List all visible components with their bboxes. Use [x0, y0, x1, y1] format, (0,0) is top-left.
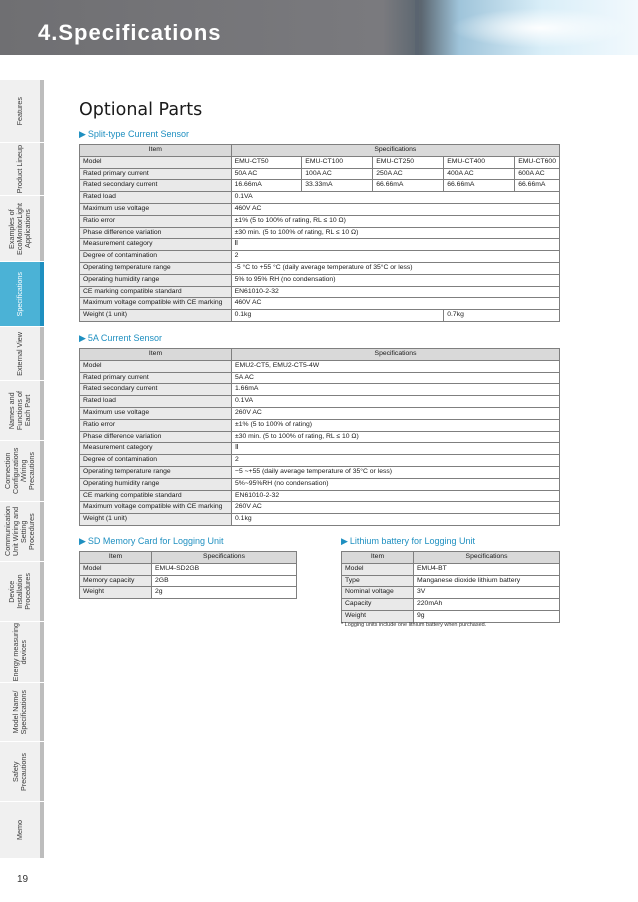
row-label: CE marking compatible standard [80, 490, 232, 502]
cell: Ⅱ [231, 239, 559, 251]
side-tab-communication[interactable] [0, 502, 40, 562]
side-tab-connection[interactable] [0, 441, 40, 502]
cell: ±1% (5 to 100% of rating) [232, 419, 560, 431]
table-row [80, 286, 560, 298]
cell: 3V [414, 587, 560, 599]
cell: 2GB [152, 575, 297, 587]
battery-note: * Logging units include one lithium battery when purchased. [341, 622, 487, 628]
side-tab-label: Specifications [15, 271, 24, 317]
side-tab-label: Product Lineup [15, 144, 24, 194]
row-label: Model [80, 563, 152, 575]
side-tab-edge [40, 143, 44, 195]
row-label: CE marking compatible standard [80, 286, 232, 298]
page-header [0, 0, 638, 55]
col-header-spec: Specifications [152, 552, 297, 564]
sd-card-table [79, 551, 297, 599]
cell: Manganese dioxide lithium battery [414, 575, 560, 587]
cell: 0.1VA [232, 396, 560, 408]
row-label: Rated load [80, 192, 232, 204]
table-row [342, 563, 560, 575]
table-row [80, 490, 560, 502]
cell: 0.1kg [231, 310, 444, 322]
row-label: Measurement category [80, 239, 232, 251]
cell: EMU-CT400 [444, 156, 515, 168]
side-tab-edge [40, 802, 44, 858]
table-row [80, 372, 560, 384]
cell: ±30 min. (5 to 100% of rating, RL ≤ 10 Ω) [231, 227, 559, 239]
side-tab-specifications[interactable] [0, 262, 40, 327]
cell: 66.66mA [373, 180, 444, 192]
col-header-spec: Specifications [232, 349, 560, 361]
row-label: Degree of contamination [80, 251, 232, 263]
col-header-spec: Specifications [414, 552, 560, 564]
header-light-glow [450, 8, 630, 48]
table-row [342, 575, 560, 587]
row-label: Operating humidity range [80, 478, 232, 490]
row-label: Maximum use voltage [80, 407, 232, 419]
table-row [80, 587, 297, 599]
split-sensor-table [79, 144, 560, 322]
table-row [80, 384, 560, 396]
side-tab-model-name[interactable] [0, 683, 40, 742]
cell: 5%~95%RH (no condensation) [232, 478, 560, 490]
row-label: Memory capacity [80, 575, 152, 587]
side-tab-edge [40, 683, 44, 741]
side-tab-edge [40, 262, 44, 326]
side-tab-edge [40, 441, 44, 501]
sd-card-title-text: SD Memory Card for Logging Unit [87, 536, 224, 546]
cell: EMU2-CT5, EMU2-CT5-4W [232, 360, 560, 372]
side-tab-features[interactable] [0, 80, 40, 143]
row-label: Rated primary current [80, 168, 232, 180]
side-tab-examples-of[interactable] [0, 196, 40, 262]
table-row [80, 360, 560, 372]
cell: EMU-CT50 [231, 156, 302, 168]
col-header-item: Item [80, 145, 232, 157]
side-tab-edge [40, 381, 44, 440]
row-label: Weight [342, 610, 414, 622]
side-tab-label: Device Installation Procedures [7, 573, 32, 610]
table-row [80, 396, 560, 408]
cell: EMU-CT600 [515, 156, 560, 168]
side-tab-edge [40, 562, 44, 621]
row-label: Rated primary current [80, 372, 232, 384]
cell: 0.7kg [444, 310, 560, 322]
row-label: Operating humidity range [80, 274, 232, 286]
table-row [80, 251, 560, 263]
cell: EMU-CT100 [302, 156, 373, 168]
row-label: Degree of contamination [80, 455, 232, 467]
triangle-right-icon: ▶ [79, 333, 86, 343]
row-label: Weight (1 unit) [80, 310, 232, 322]
row-label: Maximum use voltage [80, 203, 232, 215]
side-tab-label: Examples of EcoMonitorLight Applications [7, 202, 32, 255]
table-row [80, 502, 560, 514]
table-row [80, 443, 560, 455]
row-label: Rated load [80, 396, 232, 408]
section-heading: Optional Parts [79, 100, 203, 120]
cell: EMU4-BT [414, 563, 560, 575]
side-tab-product-lineup[interactable] [0, 143, 40, 196]
fivea-sensor-table [79, 348, 560, 526]
table-row [342, 599, 560, 611]
cell: 260V AC [232, 502, 560, 514]
table-row [80, 298, 560, 310]
col-header-item: Item [80, 349, 232, 361]
triangle-right-icon: ▶ [341, 536, 348, 546]
cell: 220mAh [414, 599, 560, 611]
side-tab-external-view[interactable] [0, 327, 40, 381]
side-tab-edge [40, 742, 44, 801]
fivea-sensor-title [79, 333, 162, 344]
row-label: Nominal voltage [342, 587, 414, 599]
side-tab-label: Memo [15, 820, 24, 840]
cell: 33.33mA [302, 180, 373, 192]
triangle-right-icon: ▶ [79, 536, 86, 546]
table-row [80, 227, 560, 239]
cell: 5% to 95% RH (no condensation) [231, 274, 559, 286]
cell: 66.66mA [444, 180, 515, 192]
battery-title [341, 536, 475, 547]
cell: 9g [414, 610, 560, 622]
row-label: Model [80, 360, 232, 372]
side-tab-label: Connection Configurations /Wiring Precautions [3, 447, 36, 495]
table-row [80, 419, 560, 431]
table-row [80, 180, 560, 192]
table-row [80, 431, 560, 443]
cell: 460V AC [231, 298, 559, 310]
side-tab-edge [40, 502, 44, 561]
side-tab-edge [40, 327, 44, 380]
row-label: Measurement category [80, 443, 232, 455]
cell: 0.1kg [232, 514, 560, 526]
table-row [80, 466, 560, 478]
cell: ±30 min. (5 to 100% of rating, RL ≤ 10 Ω) [232, 431, 560, 443]
side-tab-label: Communication Unit Wiring and Setting Procedures [3, 506, 36, 557]
row-label: Maximum voltage compatible with CE marking [80, 502, 232, 514]
cell: EN61010-2-32 [232, 490, 560, 502]
table-row [80, 192, 560, 204]
table-row [80, 239, 560, 251]
cell: EN61010-2-32 [231, 286, 559, 298]
col-header-spec: Specifications [231, 145, 559, 157]
side-tab-label: Safety Precautions [11, 752, 28, 791]
row-label: Phase difference variation [80, 431, 232, 443]
cell: 2g [152, 587, 297, 599]
split-sensor-title [79, 129, 189, 140]
side-tab-label: Energy measuring devices [11, 622, 28, 682]
table-row [80, 478, 560, 490]
row-label: Weight (1 unit) [80, 514, 232, 526]
table-row [342, 610, 560, 622]
row-label: Rated secondary current [80, 384, 232, 396]
table-row [80, 274, 560, 286]
row-label: Ratio error [80, 215, 232, 227]
row-label: Capacity [342, 599, 414, 611]
row-label: Weight [80, 587, 152, 599]
row-label: Model [342, 563, 414, 575]
side-tab-edge [40, 622, 44, 682]
side-tab-label: Names and Functions of Each Part [7, 390, 32, 431]
header-divider [415, 0, 419, 55]
side-tab-edge [40, 80, 44, 142]
sd-card-title [79, 536, 223, 547]
table-row [80, 310, 560, 322]
cell: 0.1VA [231, 192, 559, 204]
side-tab-label: External View [15, 331, 24, 376]
table-row [80, 407, 560, 419]
cell: 100A AC [302, 168, 373, 180]
table-row [80, 514, 560, 526]
cell: 400A AC [444, 168, 515, 180]
row-label: Model [80, 156, 232, 168]
row-label: Type [342, 575, 414, 587]
table-row [80, 455, 560, 467]
side-tab-label: Model Name/ Specifications [11, 689, 28, 735]
table-row [342, 587, 560, 599]
split-sensor-title-text: Split-type Current Sensor [87, 129, 189, 139]
battery-title-text: Lithium battery for Logging Unit [349, 536, 475, 546]
cell: 66.66mA [515, 180, 560, 192]
col-header-item: Item [342, 552, 414, 564]
cell: 50A AC [231, 168, 302, 180]
table-row [80, 563, 297, 575]
cell: 5A AC [232, 372, 560, 384]
table-row [80, 168, 560, 180]
cell: EMU-CT250 [373, 156, 444, 168]
battery-table [341, 551, 560, 623]
page-title: 4.Specifications [38, 20, 222, 45]
cell: 1.66mA [232, 384, 560, 396]
cell: ±1% (5 to 100% of rating, RL ≤ 10 Ω) [231, 215, 559, 227]
table-row [80, 156, 560, 168]
row-label: Ratio error [80, 419, 232, 431]
row-label: Operating temperature range [80, 262, 232, 274]
row-label: Operating temperature range [80, 466, 232, 478]
side-tab-safety[interactable] [0, 742, 40, 802]
fivea-sensor-title-text: 5A Current Sensor [87, 333, 162, 343]
side-tab-device[interactable] [0, 562, 40, 622]
row-label: Rated secondary current [80, 180, 232, 192]
table-row [80, 203, 560, 215]
table-row [80, 575, 297, 587]
cell: 260V AC [232, 407, 560, 419]
cell: 250A AC [373, 168, 444, 180]
side-tab-edge [40, 196, 44, 261]
side-tab-names-and[interactable] [0, 381, 40, 441]
cell: 600A AC [515, 168, 560, 180]
cell: EMU4-SD2GB [152, 563, 297, 575]
row-label: Phase difference variation [80, 227, 232, 239]
cell: -5 °C to +55 °C (daily average temperature of 35°C or less) [231, 262, 559, 274]
page-number: 19 [17, 874, 29, 885]
col-header-item: Item [80, 552, 152, 564]
cell: Ⅱ [232, 443, 560, 455]
table-row [80, 215, 560, 227]
cell: 16.66mA [231, 180, 302, 192]
row-label: Maximum voltage compatible with CE marking [80, 298, 232, 310]
side-tab-label: Features [15, 96, 24, 126]
table-row [80, 262, 560, 274]
cell: 460V AC [231, 203, 559, 215]
cell: 2 [231, 251, 559, 263]
triangle-right-icon: ▶ [79, 129, 86, 139]
cell: −5 ~+55 (daily average temperature of 35°C or less) [232, 466, 560, 478]
side-tab-memo[interactable] [0, 802, 40, 859]
cell: 2 [232, 455, 560, 467]
side-tab-energy-measuring[interactable] [0, 622, 40, 683]
